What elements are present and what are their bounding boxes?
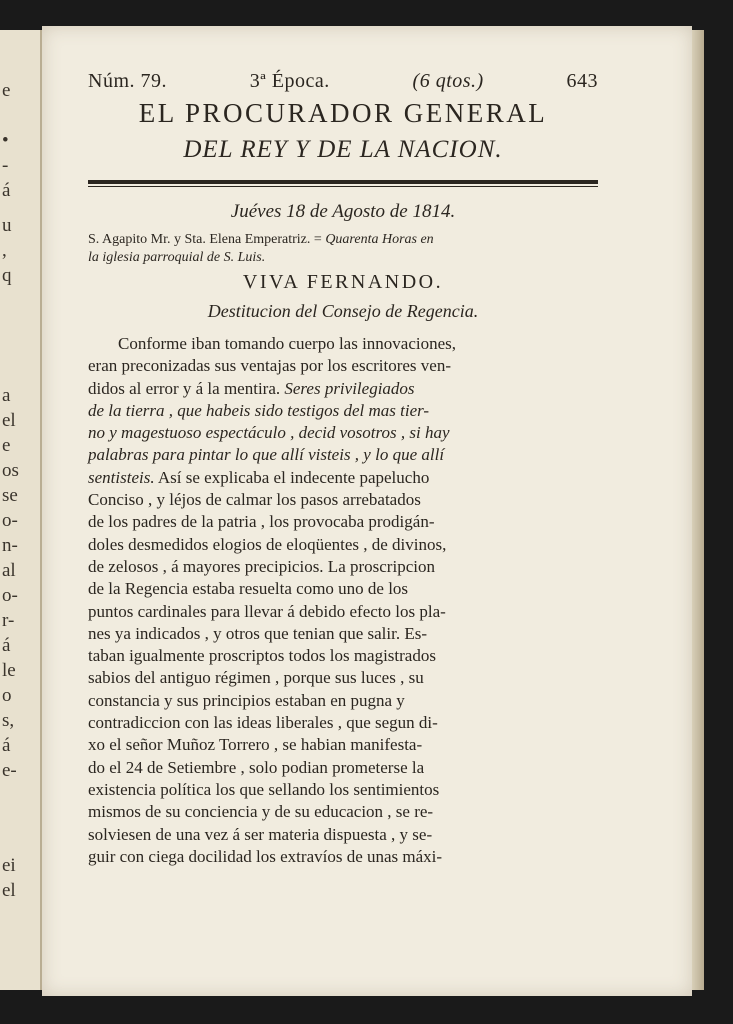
article-body: [88, 333, 598, 868]
margin-fragment: e-: [2, 760, 17, 781]
saints-separator: =: [313, 232, 322, 247]
viva-heading: VIVA FERNANDO.: [242, 271, 444, 293]
margin-fragment: o-: [2, 510, 18, 531]
margin-fragment: -: [2, 155, 9, 176]
margin-fragment: se: [2, 485, 18, 506]
page-content: [88, 70, 598, 868]
epoch-label: 3ª Época.: [249, 70, 330, 92]
left-facing-page: [0, 30, 42, 990]
body-segment-italic: sentisteis.: [88, 467, 155, 487]
body-line: existencia política los que sellando los sentimientos: [88, 779, 440, 799]
margin-fragment: •: [2, 130, 9, 151]
body-line: nes ya indicados , y otros que tenian que salir. Es-: [88, 623, 427, 643]
margin-fragment: o-: [2, 585, 18, 606]
body-line: [88, 467, 598, 489]
body-segment-italic: Seres privilegiados: [284, 378, 415, 398]
page-number: 643: [566, 70, 598, 92]
saints-italic-2: la iglesia parroquial de S. Luis.: [88, 250, 266, 265]
body-line: de la tierra , que habeis sido testigos del mas tier-: [88, 400, 430, 420]
body-line: taban igualmente proscriptos todos los magistrados: [88, 646, 436, 666]
margin-fragment: a: [2, 385, 11, 406]
body-line: doles desmedidos elogios de eloqüentes , de divinos,: [88, 534, 447, 554]
newspaper-page: [42, 26, 692, 996]
body-line: xo el señor Muñoz Torrero , se habian manifesta-: [88, 735, 423, 755]
body-segment: didos al error y á la mentira.: [88, 378, 281, 398]
body-line: Conciso , y léjos de calmar los pasos arrebatados: [88, 490, 421, 510]
body-line: palabras para pintar lo que allí visteis , y lo que allí: [88, 445, 445, 465]
page-edge: [692, 30, 704, 990]
margin-fragment: q: [2, 265, 12, 286]
body-line: sabios del antiguo régimen , porque sus luces , su: [88, 668, 424, 688]
body-line: de la Regencia estaba resuelta como uno de los: [88, 579, 409, 599]
masthead-rule: [88, 180, 598, 187]
margin-fragment: el: [2, 880, 16, 901]
body-line: puntos cardinales para llevar á debido efecto los pla-: [88, 601, 446, 621]
body-line: solviesen de una vez á ser materia dispuesta , y se-: [88, 824, 433, 844]
margin-fragment: el: [2, 410, 16, 431]
body-line: contradiccion con las ideas liberales , que segun di-: [88, 713, 438, 733]
margin-fragment: ,: [2, 240, 7, 261]
page-header: [88, 70, 598, 94]
body-line: de zelosos , á mayores precipicios. La proscripcion: [88, 556, 435, 576]
body-line: do el 24 de Setiembre , solo podian prometerse la: [88, 757, 425, 777]
saints-italic-1: Quarenta Horas en: [325, 232, 434, 247]
margin-fragment: s,: [2, 710, 15, 731]
margin-fragment: á: [2, 735, 11, 756]
masthead-subtitle: DEL REY Y DE LA NACION.: [183, 136, 503, 163]
issue-part: (6 qtos.): [412, 70, 484, 92]
issue-number: Núm. 79.: [88, 70, 167, 92]
body-line: Conforme iban tomando cuerpo las innovaciones,: [118, 334, 457, 353]
saints-of-the-day: [88, 231, 598, 267]
margin-fragment: e: [2, 80, 11, 101]
margin-fragment: u: [2, 215, 12, 236]
margin-fragment: o: [2, 685, 12, 706]
margin-fragment: e: [2, 435, 11, 456]
masthead-title: EL PROCURADOR GENERAL: [138, 98, 548, 128]
margin-fragment: ei: [2, 855, 16, 876]
margin-fragment: á: [2, 180, 11, 201]
date-line: Juéves 18 de Agosto de 1814.: [230, 201, 456, 222]
margin-fragment: al: [2, 560, 16, 581]
body-line: de los padres de la patria , los provocaba prodigán-: [88, 512, 435, 532]
body-segment: Así se explicaba el indecente papelucho: [157, 467, 430, 487]
body-line: guir con ciega docilidad los extravíos de unas máxi-: [88, 846, 443, 866]
body-line: [88, 378, 598, 400]
margin-fragment: le: [2, 660, 16, 681]
margin-fragment: r-: [2, 610, 15, 631]
body-line: constancia y sus principios estaban en pugna y: [88, 690, 405, 710]
saints-roman: S. Agapito Mr. y Sta. Elena Emperatriz.: [88, 232, 311, 247]
show-through-text: [162, 866, 582, 946]
section-title: Destitucion del Consejo de Regencia.: [207, 301, 479, 321]
margin-fragment: á: [2, 635, 11, 656]
body-line: mismos de su conciencia y de su educacion , se re-: [88, 802, 434, 822]
body-line: no y magestuoso espectáculo , decid vosotros , si hay: [88, 423, 450, 443]
margin-fragment: os: [2, 460, 19, 481]
margin-fragment: n-: [2, 535, 18, 556]
body-line: eran preconizadas sus ventajas por los escritores ven-: [88, 356, 452, 376]
